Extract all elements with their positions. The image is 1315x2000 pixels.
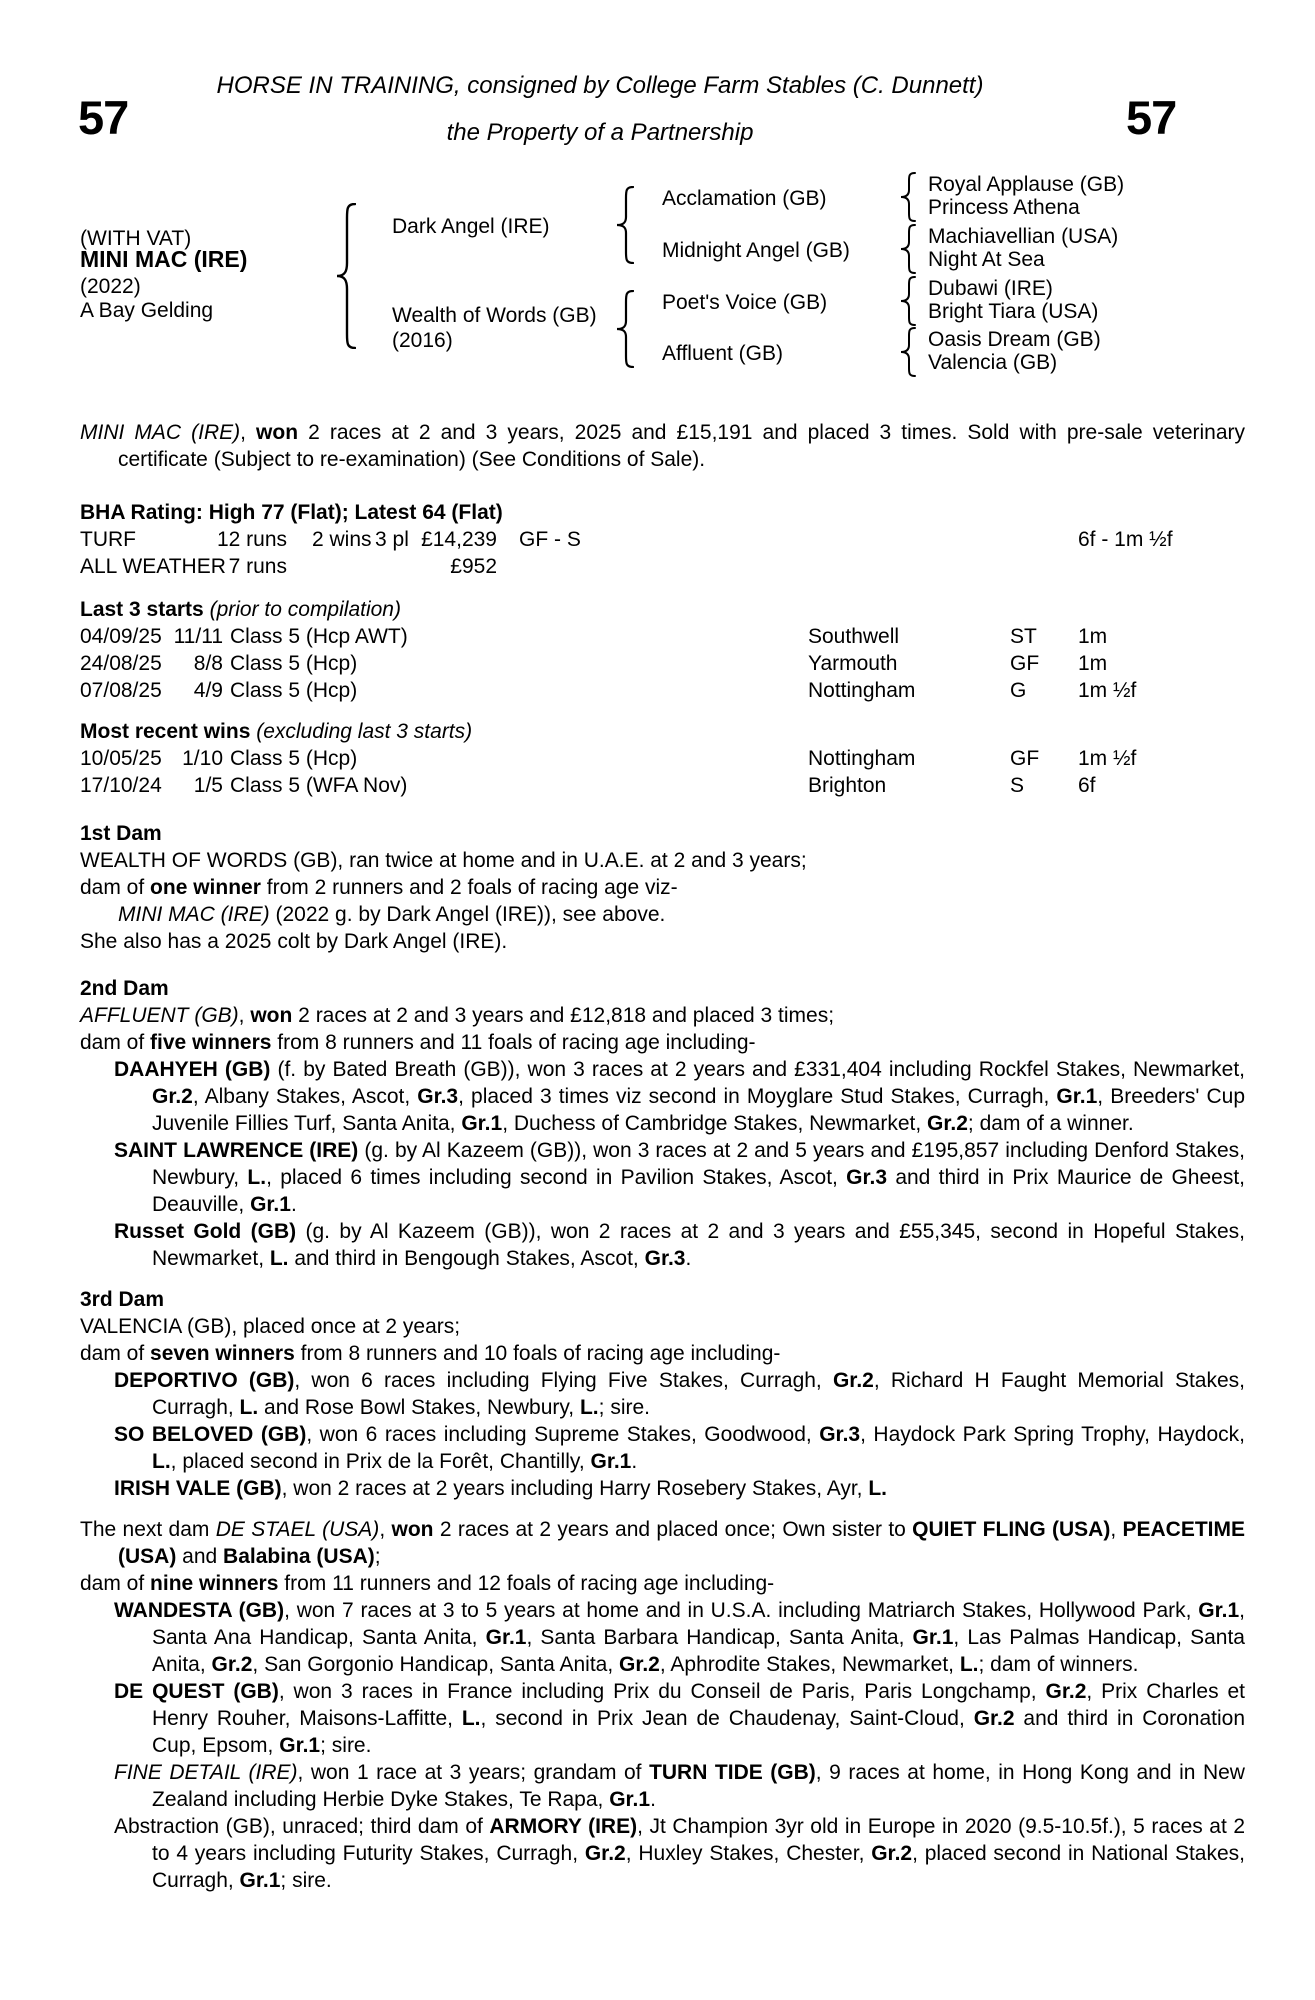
great-grandparent-name: Machiavellian (USA) [928, 225, 1119, 248]
race-going: GF [1010, 747, 1040, 770]
foal-year: (2022) [80, 275, 141, 298]
great-grandparent-name: Valencia (GB) [928, 351, 1058, 374]
surface-stats-row [80, 553, 1245, 580]
race-distance: 1m [1078, 625, 1108, 648]
race-position: 1/5 [193, 774, 223, 797]
going-range: GF - S [519, 528, 581, 551]
surface-label: ALL WEATHER [80, 555, 226, 578]
granddam-name: Midnight Angel (GB) [662, 239, 850, 262]
dam-record-paragraph: The next dam DE STAEL (USA), won 2 races at 2 years and placed once; Own sister to QUIET FLING (USA), PEACETIME (USA) and Balabina (USA); [80, 1518, 1246, 1568]
dam-produce-paragraph: dam of five winners from 8 runners and 11 foals of racing age including- [80, 1031, 756, 1054]
race-distance: 1m ½f [1078, 747, 1137, 770]
race-going: S [1010, 774, 1025, 797]
pedigree-chart [0, 0, 1315, 400]
surface-label: TURF [80, 528, 136, 551]
dam-produce-paragraph: dam of one winner from 2 runners and 2 foals of racing age viz- [80, 876, 678, 899]
catalogue-body [80, 419, 1245, 1894]
race-summary-paragraph: MINI MAC (IRE), won 2 races at 2 and 3 years, 2025 and £15,191 and placed 3 times. Sold with pre-sale veterinary certificate (Subject to re-examination) (See Conditions of Sale). [80, 421, 1246, 471]
race-date: 17/10/24 [80, 774, 162, 797]
dam-produce-paragraph: dam of seven winners from 8 runners and 10 foals of racing age including- [80, 1342, 781, 1365]
runs-value: 12 runs [216, 528, 287, 551]
race-row [80, 650, 1245, 677]
race-row [80, 677, 1245, 704]
race-class: Class 5 (Hcp) [230, 679, 358, 702]
race-position: 1/10 [182, 747, 223, 770]
horse-name: MINI MAC (IRE) [80, 246, 248, 272]
produce-entry: SO BELOVED (GB), won 6 races including Supreme Stakes, Goodwood, Gr.3, Haydock Park Spring Trophy, Haydock, L., placed second in Prix de la Forêt, Chantilly, Gr.1. [114, 1423, 1245, 1473]
sire-name: Dark Angel (IRE) [392, 215, 550, 238]
brace-icon [616, 290, 634, 368]
produce-entry: IRISH VALE (GB), won 2 races at 2 years including Harry Rosebery Stakes, Ayr, L. [114, 1477, 888, 1500]
brace-icon [336, 203, 356, 349]
race-class: Class 5 (WFA Nov) [230, 774, 408, 797]
consignor-line: HORSE IN TRAINING, consigned by College Farm Stables (C. Dunnett) [216, 72, 984, 99]
race-class: Class 5 (Hcp) [230, 747, 358, 770]
great-grandparent-name: Dubawi (IRE) [928, 277, 1053, 300]
with-vat-note: (WITH VAT) [80, 227, 192, 250]
race-row [80, 772, 1245, 799]
race-position: 11/11 [173, 625, 223, 648]
dam-record-paragraph: AFFLUENT (GB), won 2 races at 2 and 3 years and £12,818 and placed 3 times; [80, 1004, 835, 1027]
heading-title: Last 3 starts [80, 598, 204, 621]
second-dam-section [80, 975, 1245, 1272]
dam-year: (2016) [392, 329, 453, 352]
produce-entry: Russet Gold (GB) (g. by Al Kazeem (GB)), won 2 races at 2 and 3 years and £55,345, second in Hopeful Stakes, Newmarket, L. and third in Bengough Stakes, Ascot, Gr.3. [114, 1220, 1245, 1270]
race-distance: 1m [1078, 652, 1108, 675]
sex-colour: A Bay Gelding [80, 299, 214, 322]
race-venue: Nottingham [808, 679, 916, 702]
brace-icon [900, 172, 916, 222]
most-recent-wins-heading [80, 718, 1245, 745]
race-venue: Brighton [808, 774, 887, 797]
next-dam-section [80, 1516, 1245, 1894]
race-row [80, 623, 1245, 650]
section-heading: 3rd Dam [80, 1288, 165, 1311]
great-grandparent-name: Oasis Dream (GB) [928, 328, 1101, 351]
grandsire-name: Poet's Voice (GB) [662, 291, 828, 314]
race-venue: Southwell [808, 625, 900, 648]
race-class: Class 5 (Hcp) [230, 652, 358, 675]
race-date: 10/05/25 [80, 747, 162, 770]
wins-value: 2 wins [312, 528, 372, 551]
dam-record-paragraph: WEALTH OF WORDS (GB), ran twice at home and in U.A.E. at 2 and 3 years; [80, 849, 807, 872]
produce-entry: MINI MAC (IRE) (2022 g. by Dark Angel (IRE)), see above. [118, 903, 666, 926]
first-dam-section [80, 820, 1245, 955]
race-date: 04/09/25 [80, 625, 162, 648]
race-position: 8/8 [193, 652, 223, 675]
race-venue: Nottingham [808, 747, 916, 770]
produce-entry: FINE DETAIL (IRE), won 1 race at 3 years; grandam of TURN TIDE (GB), 9 races at home, in Hong Kong and in New Zealand including Herbie Dyke Stakes, Te Rapa, Gr.1. [114, 1761, 1245, 1811]
great-grandparent-name: Bright Tiara (USA) [928, 300, 1099, 323]
most-recent-wins-section [80, 718, 1245, 799]
places-value: 3 pl [375, 528, 409, 551]
last-3-starts-heading [80, 596, 1245, 623]
brace-icon [900, 327, 916, 377]
produce-entry: Abstraction (GB), unraced; third dam of ARMORY (IRE), Jt Champion 3yr old in Europe in 2020 (9.5-10.5f.), 5 races at 2 to 4 years including Futurity Stakes, Curragh, Gr.2, Huxley Stakes, Chester, Gr.2, placed second in National Stakes, Curragh, Gr.1; sire. [114, 1815, 1246, 1892]
third-dam-section [80, 1286, 1245, 1502]
race-going: G [1010, 679, 1027, 702]
distance-range: 6f - 1m ½f [1078, 528, 1173, 551]
lot-number-right: 57 [1126, 91, 1177, 144]
great-grandparent-name: Royal Applause (GB) [928, 173, 1125, 196]
race-position: 4/9 [193, 679, 223, 702]
dam-record-paragraph: VALENCIA (GB), placed once at 2 years; [80, 1315, 461, 1338]
grandsire-name: Acclamation (GB) [662, 187, 827, 210]
runs-value: 7 runs [228, 555, 287, 578]
section-heading: 2nd Dam [80, 977, 169, 1000]
produce-entry: DE QUEST (GB), won 3 races in France including Prix du Conseil de Paris, Paris Longchamp, Gr.2, Prix Charles et Henry Rouher, Maisons-Laffitte, L., second in Prix Jean de Chaudenay, Saint-Cloud, Gr.2 and third in Coronation Cup, Epsom, Gr.1; sire. [114, 1680, 1245, 1757]
race-class: Class 5 (Hcp AWT) [230, 625, 408, 648]
race-going: ST [1010, 625, 1037, 648]
section-heading: 1st Dam [80, 822, 162, 845]
dam-produce-paragraph: dam of nine winners from 11 runners and 12 foals of racing age including- [80, 1572, 775, 1595]
last-3-starts-section [80, 596, 1245, 704]
great-grandparent-name: Night At Sea [928, 248, 1045, 271]
produce-entry: SAINT LAWRENCE (IRE) (g. by Al Kazeem (GB)), won 3 races at 2 and 5 years and £195,857 including Denford Stakes, Newbury, L., placed 6 times including second in Pavilion Stakes, Ascot, Gr.3 and third in Prix Maurice de Gheest, Deauville, Gr.1. [114, 1139, 1245, 1216]
race-date: 07/08/25 [80, 679, 162, 702]
produce-entry: DEPORTIVO (GB), won 6 races including Flying Five Stakes, Curragh, Gr.2, Richard H Faught Memorial Stakes, Curragh, L. and Rose Bowl Stakes, Newbury, L.; sire. [114, 1369, 1246, 1419]
heading-subtitle: (excluding last 3 starts) [256, 720, 473, 743]
dam-name: Wealth of Words (GB) [392, 304, 597, 327]
earnings-value: £952 [450, 555, 497, 578]
heading-subtitle: (prior to compilation) [209, 598, 401, 621]
race-distance: 1m ½f [1078, 679, 1137, 702]
earnings-value: £14,239 [421, 528, 497, 551]
property-line: the Property of a Partnership [446, 119, 754, 146]
bha-rating-section [80, 499, 1245, 580]
surface-stats-row [80, 526, 1245, 553]
lot-number-left: 57 [78, 91, 129, 144]
dam-note-paragraph: She also has a 2025 colt by Dark Angel (IRE). [80, 930, 508, 953]
race-distance: 6f [1078, 774, 1096, 797]
race-date: 24/08/25 [80, 652, 162, 675]
brace-icon [900, 276, 916, 326]
race-going: GF [1010, 652, 1040, 675]
produce-entry: DAAHYEH (GB) (f. by Bated Breath (GB)), won 3 races at 2 years and £331,404 including Rockfel Stakes, Newmarket, Gr.2, Albany Stakes, Ascot, Gr.3, placed 3 times viz second in Moyglare Stud Stakes, Curragh, Gr.1, Breeders' Cup Juvenile Fillies Turf, Santa Anita, Gr.1, Duchess of Cambridge Stakes, Newmarket, Gr.2; dam of a winner. [114, 1058, 1245, 1135]
brace-icon [616, 186, 634, 264]
great-grandparent-name: Princess Athena [928, 196, 1080, 219]
race-venue: Yarmouth [808, 652, 898, 675]
heading-title: Most recent wins [80, 720, 251, 743]
produce-entry: WANDESTA (GB), won 7 races at 3 to 5 years at home and in U.S.A. including Matriarch Stakes, Hollywood Park, Gr.1, Santa Ana Handicap, Santa Anita, Gr.1, Santa Barbara Handicap, Santa Anita, Gr.1, Las Palmas Handicap, Santa Anita, Gr.2, San Gorgonio Handicap, Santa Anita, Gr.2, Aphrodite Stakes, Newmarket, L.; dam of winners. [114, 1599, 1245, 1676]
brace-icon [900, 224, 916, 274]
bha-rating-line: BHA Rating: High 77 (Flat); Latest 64 (Flat) [80, 501, 503, 524]
granddam-name: Affluent (GB) [662, 342, 783, 365]
race-row [80, 745, 1245, 772]
